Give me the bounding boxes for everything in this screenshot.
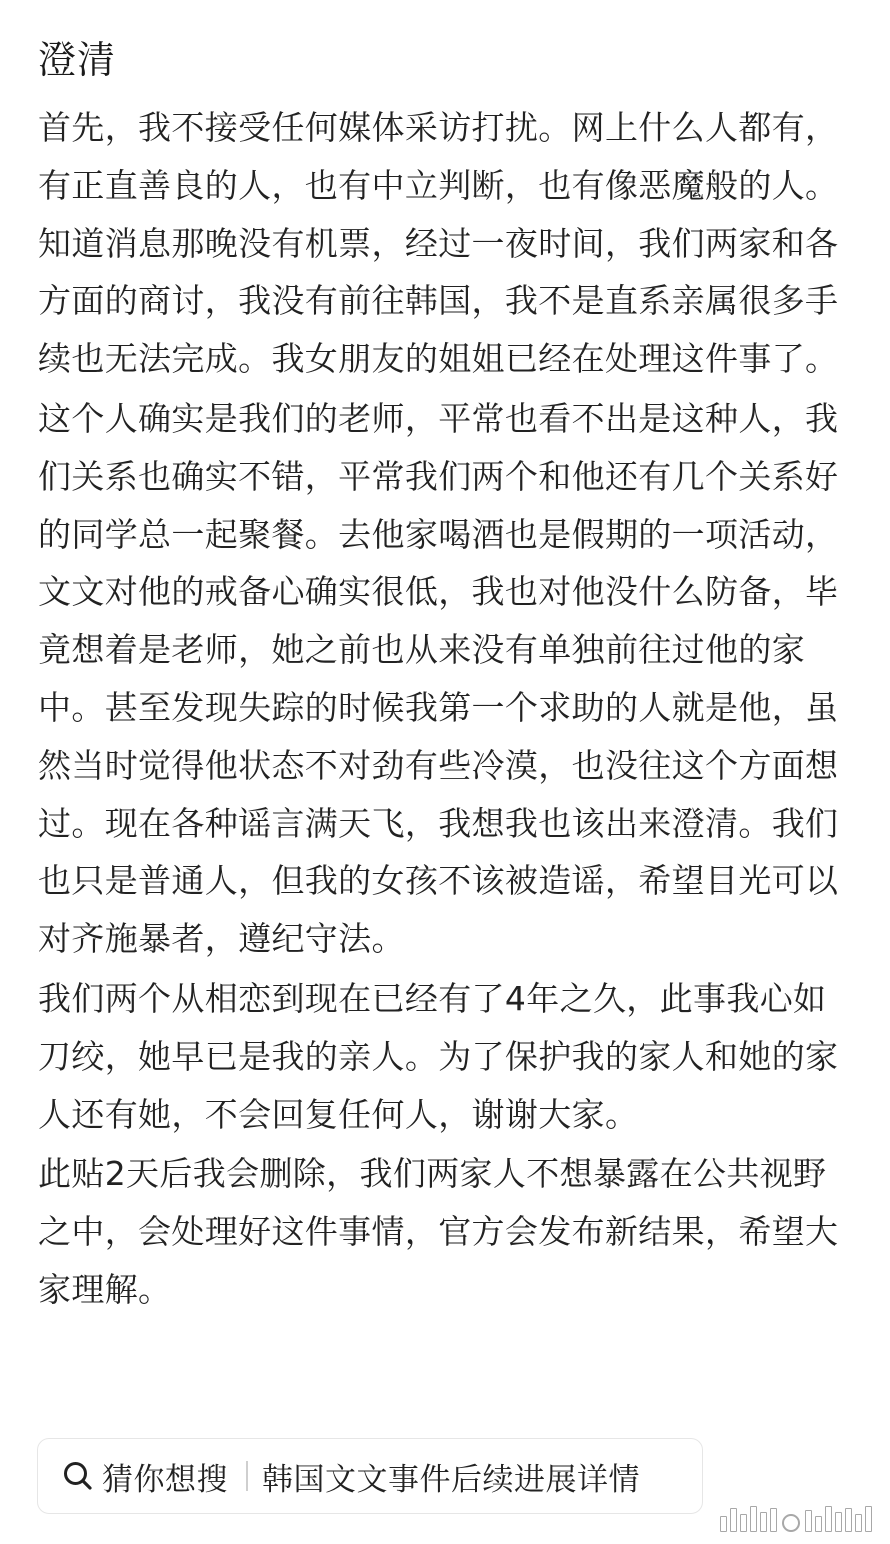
search-suggestion-button[interactable] [37,1438,703,1514]
post-body [38,99,858,1321]
post-paragraph-3: 我们两个从相恋到现在已经有了4年之久，此事我心如刀绞，她早已是我的亲人。为了保护我的家人和她的家人还有她，不会回复任何人，谢谢大家。 [38,978,839,1134]
post-title: 澄清 [38,38,117,82]
post-paragraph-4: 此贴2天后我会删除，我们两家人不想暴露在公共视野之中，会处理好这件事情，官方会发布新结果，希望大家理解。 [38,1154,839,1309]
search-suggestion-label: 猜你想搜 [102,1461,228,1498]
search-suggestion-divider [246,1461,248,1491]
watermark-logo [720,1506,872,1532]
search-icon [60,1458,96,1494]
search-suggestion-query: 韩国文文事件后续进展详情 [262,1461,640,1498]
post-paragraph-1: 首先，我不接受任何媒体采访打扰。网上什么人都有，有正直善良的人，也有中立判断，也有像恶魔般的人。知道消息那晚没有机票，经过一夜时间，我们两家和各方面的商讨，我没有前往韩国，我不是直系亲属很多手续也无法完成。我女朋友的姐姐已经在处理这件事了。 [38,108,839,379]
post-paragraph-2: 这个人确实是我们的老师，平常也看不出是这种人，我们关系也确实不错，平常我们两个和他还有几个关系好的同学总一起聚餐。去他家喝酒也是假期的一项活动，文文对他的戒备心确实很低，我也对他没什么防备，毕竟想着是老师，她之前也从来没有单独前往过他的家中。甚至发现失踪的时候我第一个求助的人就是他，虽然当时觉得他状态不对劲有些冷漠，也没往这个方面想过。现在各种谣言满天飞，我想我也该出来澄清。我们也只是普通人，但我的女孩不该被造谣，希望目光可以对齐施暴者，遵纪守法。 [38,398,839,959]
